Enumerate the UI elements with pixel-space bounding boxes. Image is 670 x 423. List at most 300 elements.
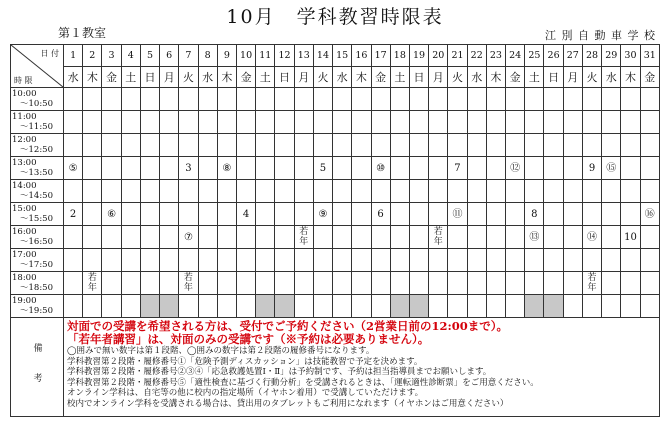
period-end: ～16:50 bbox=[20, 237, 53, 247]
schedule-cell bbox=[525, 111, 544, 134]
schedule-cell bbox=[140, 203, 159, 226]
schedule-cell bbox=[236, 157, 255, 180]
weekday-header: 火 bbox=[313, 67, 332, 88]
schedule-cell bbox=[160, 134, 179, 157]
weekday-header: 火 bbox=[582, 67, 601, 88]
schedule-cell bbox=[83, 134, 102, 157]
schedule-cell bbox=[525, 134, 544, 157]
schedule-cell bbox=[582, 295, 601, 318]
schedule-cell bbox=[294, 111, 313, 134]
schedule-cell bbox=[544, 157, 563, 180]
schedule-cell bbox=[448, 272, 467, 295]
schedule-cell bbox=[140, 111, 159, 134]
period-start: 18:00 bbox=[12, 273, 37, 283]
schedule-cell bbox=[582, 272, 601, 295]
schedule-cell bbox=[409, 180, 428, 203]
schedule-cell bbox=[409, 111, 428, 134]
date-header: 15 bbox=[333, 45, 352, 67]
schedule-cell bbox=[217, 180, 236, 203]
schedule-cell bbox=[563, 295, 582, 318]
weekday-header: 金 bbox=[236, 67, 255, 88]
date-header: 17 bbox=[371, 45, 390, 67]
schedule-cell bbox=[390, 226, 409, 249]
schedule-cell bbox=[621, 88, 640, 111]
schedule-cell bbox=[121, 249, 140, 272]
youth-course-mark: 若 年 bbox=[587, 273, 597, 293]
schedule-cell bbox=[602, 180, 621, 203]
schedule-cell bbox=[121, 226, 140, 249]
schedule-cell bbox=[544, 111, 563, 134]
schedule-cell bbox=[486, 249, 505, 272]
notes-body bbox=[64, 318, 660, 417]
schedule-cell bbox=[121, 272, 140, 295]
date-header: 8 bbox=[198, 45, 217, 67]
schedule-cell bbox=[160, 272, 179, 295]
schedule-cell bbox=[352, 88, 371, 111]
schedule-cell bbox=[640, 295, 659, 318]
schedule-cell bbox=[467, 134, 486, 157]
corner-date-label: 日 付 bbox=[40, 49, 59, 58]
schedule-cell bbox=[429, 249, 448, 272]
period-time bbox=[11, 134, 64, 157]
schedule-cell bbox=[467, 226, 486, 249]
note-line: 学科教習第２段階・履修番号①「危険予測ディスカッション」は技能教習で予定を決めます。 bbox=[67, 356, 423, 367]
period-time bbox=[11, 226, 64, 249]
schedule-cell bbox=[160, 203, 179, 226]
schedule-cell bbox=[83, 249, 102, 272]
schedule-cell bbox=[83, 111, 102, 134]
schedule-cell bbox=[217, 134, 236, 157]
schedule-cell bbox=[64, 88, 83, 111]
schedule-cell bbox=[563, 226, 582, 249]
schedule-cell bbox=[621, 226, 640, 249]
lesson-number: 2 bbox=[69, 208, 77, 220]
schedule-cell bbox=[333, 88, 352, 111]
schedule-cell bbox=[102, 111, 121, 134]
schedule-cell bbox=[409, 295, 428, 318]
notes-label-cell bbox=[11, 318, 64, 417]
schedule-cell bbox=[121, 203, 140, 226]
schedule-cell bbox=[602, 203, 621, 226]
schedule-cell bbox=[313, 249, 332, 272]
schedule-cell bbox=[448, 203, 467, 226]
schedule-cell bbox=[409, 134, 428, 157]
period-end: ～14:50 bbox=[20, 191, 53, 201]
schedule-cell bbox=[371, 111, 390, 134]
schedule-cell bbox=[467, 295, 486, 318]
lesson-number: ⑮ bbox=[606, 162, 617, 174]
schedule-cell bbox=[256, 295, 275, 318]
period-start: 12:00 bbox=[12, 135, 37, 145]
schedule-cell bbox=[160, 157, 179, 180]
room-label: 第１教室 bbox=[58, 26, 107, 40]
schedule-cell bbox=[179, 295, 198, 318]
schedule-cell bbox=[621, 249, 640, 272]
schedule-cell bbox=[198, 134, 217, 157]
period-end: ～12:50 bbox=[20, 145, 53, 155]
note-line: 学科教習第２段階・履修番号⑤「適性検査に基づく行動分析」を受講されるときは、「運転適性診断票」をご用意ください。 bbox=[67, 377, 539, 388]
schedule-cell bbox=[371, 226, 390, 249]
schedule-cell bbox=[525, 88, 544, 111]
date-header: 13 bbox=[294, 45, 313, 67]
schedule-cell bbox=[83, 272, 102, 295]
schedule-cell bbox=[563, 157, 582, 180]
weekday-header: 水 bbox=[64, 67, 83, 88]
schedule-cell bbox=[83, 157, 102, 180]
lesson-number: ⑭ bbox=[587, 231, 598, 243]
schedule-cell bbox=[582, 111, 601, 134]
schedule-cell bbox=[217, 157, 236, 180]
youth-course-mark: 若 年 bbox=[299, 227, 309, 247]
weekday-header: 水 bbox=[467, 67, 486, 88]
schedule-cell bbox=[294, 249, 313, 272]
weekday-header: 日 bbox=[544, 67, 563, 88]
schedule-cell bbox=[217, 203, 236, 226]
schedule-cell bbox=[429, 157, 448, 180]
lesson-number: ⑤ bbox=[68, 162, 78, 174]
schedule-cell bbox=[217, 226, 236, 249]
schedule-cell bbox=[179, 203, 198, 226]
schedule-cell bbox=[525, 249, 544, 272]
period-start: 16:00 bbox=[12, 227, 37, 237]
schedule-cell bbox=[275, 272, 294, 295]
schedule-cell bbox=[640, 111, 659, 134]
schedule-cell bbox=[333, 249, 352, 272]
schedule-cell bbox=[390, 272, 409, 295]
period-start: 19:00 bbox=[12, 296, 37, 306]
schedule-cell bbox=[448, 111, 467, 134]
schedule-cell bbox=[313, 272, 332, 295]
schedule-cell bbox=[409, 249, 428, 272]
period-start: 13:00 bbox=[12, 158, 37, 168]
schedule-cell bbox=[198, 203, 217, 226]
date-header: 29 bbox=[602, 45, 621, 67]
schedule-cell bbox=[390, 157, 409, 180]
date-header: 26 bbox=[544, 45, 563, 67]
weekday-header: 日 bbox=[140, 67, 159, 88]
schedule-cell bbox=[333, 226, 352, 249]
schedule-cell bbox=[352, 272, 371, 295]
schedule-cell bbox=[486, 180, 505, 203]
schedule-cell bbox=[313, 295, 332, 318]
schedule-cell bbox=[602, 226, 621, 249]
weekday-header: 日 bbox=[275, 67, 294, 88]
schedule-cell bbox=[236, 134, 255, 157]
period-time bbox=[11, 88, 64, 111]
schedule-cell bbox=[179, 249, 198, 272]
schedule-cell bbox=[275, 111, 294, 134]
schedule-cell bbox=[390, 249, 409, 272]
schedule-cell bbox=[313, 203, 332, 226]
schedule-cell bbox=[525, 295, 544, 318]
schedule-cell bbox=[352, 226, 371, 249]
weekday-header: 金 bbox=[640, 67, 659, 88]
schedule-cell bbox=[313, 226, 332, 249]
weekday-header: 木 bbox=[621, 67, 640, 88]
schedule-cell bbox=[236, 272, 255, 295]
schedule-cell bbox=[352, 157, 371, 180]
schedule-cell bbox=[313, 88, 332, 111]
notes-label: 備 考 bbox=[31, 343, 42, 388]
lesson-number: 3 bbox=[185, 162, 192, 174]
schedule-cell bbox=[506, 180, 525, 203]
schedule-cell bbox=[390, 134, 409, 157]
schedule-cell bbox=[409, 157, 428, 180]
schedule-cell bbox=[333, 272, 352, 295]
weekday-header: 土 bbox=[121, 67, 140, 88]
schedule-cell bbox=[563, 111, 582, 134]
schedule-cell bbox=[313, 134, 332, 157]
schedule-cell bbox=[467, 111, 486, 134]
schedule-cell bbox=[160, 249, 179, 272]
schedule-cell bbox=[525, 180, 544, 203]
schedule-cell bbox=[371, 134, 390, 157]
schedule-cell bbox=[217, 111, 236, 134]
schedule-cell bbox=[160, 88, 179, 111]
schedule-cell bbox=[294, 180, 313, 203]
schedule-cell bbox=[409, 226, 428, 249]
schedule-cell bbox=[525, 226, 544, 249]
schedule-cell bbox=[390, 111, 409, 134]
schedule-cell bbox=[256, 249, 275, 272]
schedule-cell bbox=[448, 88, 467, 111]
schedule-cell bbox=[198, 88, 217, 111]
youth-course-mark: 若 年 bbox=[87, 273, 97, 293]
date-header: 18 bbox=[390, 45, 409, 67]
schedule-cell bbox=[371, 295, 390, 318]
date-header: 12 bbox=[275, 45, 294, 67]
schedule-cell bbox=[602, 111, 621, 134]
schedule-cell bbox=[544, 295, 563, 318]
schedule-cell bbox=[179, 226, 198, 249]
schedule-cell bbox=[179, 111, 198, 134]
schedule-cell bbox=[102, 88, 121, 111]
lesson-number: ⑧ bbox=[222, 162, 232, 174]
schedule-cell bbox=[64, 295, 83, 318]
schedule-cell bbox=[640, 203, 659, 226]
schedule-cell bbox=[467, 203, 486, 226]
schedule-cell bbox=[313, 111, 332, 134]
schedule-cell bbox=[333, 134, 352, 157]
weekday-header: 月 bbox=[294, 67, 313, 88]
schedule-cell bbox=[236, 180, 255, 203]
schedule-cell bbox=[140, 272, 159, 295]
schedule-cell bbox=[486, 272, 505, 295]
schedule-cell bbox=[640, 180, 659, 203]
schedule-cell bbox=[275, 180, 294, 203]
notice-red: 「若年者講習」は、対面のみの受講です（※予約は必要ありません）。 bbox=[67, 332, 430, 346]
schedule-cell bbox=[198, 249, 217, 272]
lesson-number: 7 bbox=[454, 162, 461, 174]
period-time bbox=[11, 249, 64, 272]
weekday-header: 水 bbox=[333, 67, 352, 88]
schedule-cell bbox=[390, 295, 409, 318]
schedule-cell bbox=[313, 180, 332, 203]
schedule-cell bbox=[621, 111, 640, 134]
notice-red: 対面での受講を希望される方は、受付でご予約ください（2営業日前の12:00まで）。 bbox=[67, 319, 508, 333]
schedule-cell bbox=[102, 203, 121, 226]
schedule-cell bbox=[486, 157, 505, 180]
schedule-cell bbox=[371, 203, 390, 226]
schedule-cell bbox=[352, 203, 371, 226]
schedule-cell bbox=[582, 157, 601, 180]
schedule-cell bbox=[333, 180, 352, 203]
schedule-cell bbox=[582, 88, 601, 111]
schedule-cell bbox=[544, 88, 563, 111]
schedule-cell bbox=[160, 180, 179, 203]
schedule-cell bbox=[236, 203, 255, 226]
youth-course-mark: 若 年 bbox=[183, 273, 193, 293]
schedule-cell bbox=[179, 134, 198, 157]
schedule-cell bbox=[179, 272, 198, 295]
schedule-cell bbox=[429, 203, 448, 226]
weekday-header: 土 bbox=[525, 67, 544, 88]
schedule-cell bbox=[506, 295, 525, 318]
schedule-cell bbox=[102, 272, 121, 295]
period-end: ～15:50 bbox=[20, 214, 53, 224]
schedule-cell bbox=[352, 134, 371, 157]
corner-cell bbox=[11, 45, 64, 88]
period-time bbox=[11, 111, 64, 134]
schedule-cell bbox=[198, 111, 217, 134]
schedule-cell bbox=[467, 249, 486, 272]
schedule-cell bbox=[217, 272, 236, 295]
schedule-cell bbox=[640, 88, 659, 111]
schedule-cell bbox=[602, 295, 621, 318]
lesson-number: ⑩ bbox=[376, 162, 386, 174]
date-header: 14 bbox=[313, 45, 332, 67]
schedule-cell bbox=[140, 134, 159, 157]
schedule-cell bbox=[64, 249, 83, 272]
schedule-cell bbox=[294, 295, 313, 318]
schedule-cell bbox=[602, 272, 621, 295]
note-line: 校内でオンライン学科を受講される場合は、貸出用のタブレットもご利用になれます（イヤホンはご用意ください） bbox=[67, 398, 509, 409]
period-start: 15:00 bbox=[12, 204, 37, 214]
period-end: ～13:50 bbox=[20, 168, 53, 178]
schedule-cell bbox=[256, 111, 275, 134]
weekday-header: 月 bbox=[563, 67, 582, 88]
schedule-cell bbox=[621, 295, 640, 318]
period-end: ～11:50 bbox=[20, 122, 53, 132]
weekday-header: 木 bbox=[486, 67, 505, 88]
lesson-number: 8 bbox=[531, 208, 538, 220]
schedule-cell bbox=[160, 295, 179, 318]
schedule-cell bbox=[563, 180, 582, 203]
schedule-cell bbox=[448, 226, 467, 249]
schedule-cell bbox=[621, 180, 640, 203]
note-line: 学科教習第２段階・履修番号②③④「応急救護処置Ⅰ・Ⅱ」は予約制です、予約は担当指導員までお願いします。 bbox=[67, 367, 492, 378]
lesson-number: 4 bbox=[242, 208, 250, 220]
schedule-cell bbox=[640, 157, 659, 180]
period-end: ～18:50 bbox=[20, 283, 53, 293]
weekday-header: 月 bbox=[429, 67, 448, 88]
schedule-cell bbox=[390, 88, 409, 111]
schedule-cell bbox=[371, 249, 390, 272]
schedule-cell bbox=[486, 111, 505, 134]
schedule-cell bbox=[486, 226, 505, 249]
period-start: 10:00 bbox=[12, 89, 37, 99]
period-time bbox=[11, 203, 64, 226]
schedule-cell bbox=[64, 180, 83, 203]
lesson-number: 5 bbox=[319, 162, 327, 174]
schedule-cell bbox=[64, 134, 83, 157]
schedule-cell bbox=[121, 180, 140, 203]
lesson-number: ⑬ bbox=[529, 231, 540, 243]
schedule-cell bbox=[467, 157, 486, 180]
schedule-cell bbox=[179, 88, 198, 111]
schedule-cell bbox=[275, 226, 294, 249]
schedule-cell bbox=[602, 134, 621, 157]
date-header: 4 bbox=[121, 45, 140, 67]
schedule-cell bbox=[236, 295, 255, 318]
schedule-cell bbox=[333, 295, 352, 318]
page-title: 10月 学科教習時限表 bbox=[226, 6, 444, 28]
schedule-cell bbox=[294, 226, 313, 249]
schedule-cell bbox=[563, 272, 582, 295]
schedule-cell bbox=[294, 134, 313, 157]
schedule-cell bbox=[64, 226, 83, 249]
schedule-cell bbox=[256, 180, 275, 203]
schedule-cell bbox=[160, 111, 179, 134]
schedule-cell bbox=[467, 272, 486, 295]
schedule-cell bbox=[160, 226, 179, 249]
schedule-cell bbox=[198, 157, 217, 180]
schedule-cell bbox=[486, 295, 505, 318]
schedule-cell bbox=[582, 134, 601, 157]
weekday-header: 火 bbox=[179, 67, 198, 88]
date-header: 16 bbox=[352, 45, 371, 67]
schedule-cell bbox=[102, 157, 121, 180]
schedule-cell bbox=[582, 180, 601, 203]
period-time bbox=[11, 295, 64, 318]
weekday-header: 火 bbox=[448, 67, 467, 88]
schedule-cell bbox=[102, 180, 121, 203]
schedule-cell bbox=[333, 157, 352, 180]
schedule-cell bbox=[275, 134, 294, 157]
schedule-cell bbox=[506, 111, 525, 134]
date-header: 7 bbox=[179, 45, 198, 67]
schedule-cell bbox=[256, 88, 275, 111]
schedule-cell bbox=[102, 226, 121, 249]
schedule-cell bbox=[409, 272, 428, 295]
date-header: 24 bbox=[506, 45, 525, 67]
date-header: 5 bbox=[140, 45, 159, 67]
lesson-number: 6 bbox=[377, 208, 384, 220]
lesson-number: ⑪ bbox=[452, 208, 463, 220]
schedule-cell bbox=[121, 88, 140, 111]
schedule-cell bbox=[602, 249, 621, 272]
schedule-cell bbox=[333, 111, 352, 134]
schedule-cell bbox=[140, 180, 159, 203]
period-start: 11:00 bbox=[12, 112, 37, 122]
weekday-header: 金 bbox=[102, 67, 121, 88]
schedule-cell bbox=[179, 180, 198, 203]
period-end: ～10:50 bbox=[20, 99, 53, 109]
schedule-cell bbox=[313, 157, 332, 180]
schedule-cell bbox=[563, 203, 582, 226]
schedule-cell bbox=[275, 88, 294, 111]
schedule-cell bbox=[621, 134, 640, 157]
schedule-cell bbox=[506, 272, 525, 295]
schedule-cell bbox=[390, 203, 409, 226]
schedule-cell bbox=[236, 88, 255, 111]
schedule-cell bbox=[602, 88, 621, 111]
period-end: ～17:50 bbox=[20, 260, 53, 270]
schedule-cell bbox=[256, 134, 275, 157]
weekday-header: 日 bbox=[409, 67, 428, 88]
schedule-cell bbox=[64, 111, 83, 134]
schedule-cell bbox=[217, 88, 236, 111]
